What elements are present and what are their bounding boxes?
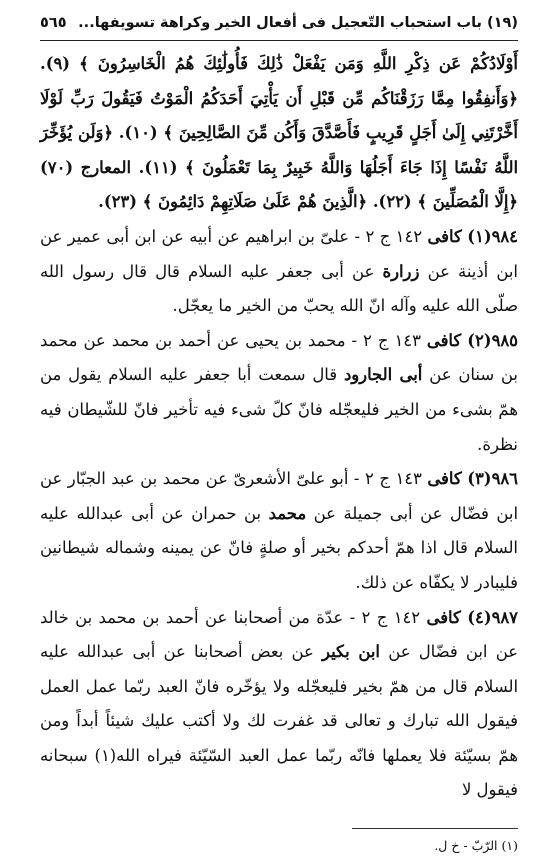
source-book: كافى xyxy=(427,469,462,489)
hadith-narrator: ابن بكير xyxy=(322,642,380,662)
source-book: كافى xyxy=(426,607,461,627)
hadith-entry xyxy=(40,220,518,324)
hadith-narrator: أبى الجارود xyxy=(343,365,423,385)
source-book: كافى xyxy=(426,330,462,350)
footnote: (١) الرّبّ - خ ل. xyxy=(434,838,518,854)
hadith-entry xyxy=(40,462,518,600)
verse-line: أَخَّرْتَنِي إِلَىٰ أَجَلٍ قَرِيبٍ فَأَصَّدَّقَ وَأَكُن مِّنَ الصَّالِحِينَ ﴾ (١٠). ﴿وَلَن xyxy=(78,123,518,143)
hadith-reference: ١٤٢ ج ٢ - عدّة من أصحابنا عن أحمد بن محمد بن خالد عن ابن فضّال عن xyxy=(40,607,518,662)
hadith-number: ٩٨٦(٣) xyxy=(467,469,518,489)
hadith-text: قال سمعت أبا جعفر عليه السلام يقول من همّ بشىء من الخير فليعجّله فانّ كلّ شىء فيه تأخير فانّ للشّيطان فيه نظرة. xyxy=(40,365,518,454)
hadith-text: عن بعض أصحابنا عن أبى عبدالله عليه السلام قال من همّ بخير فليعجّله ولا يؤخّره فانّ العبد ربّما عمل العمل فيقول الله تبارك و تعالى قد غفرت لك ولا أكتب عليك شيئاً أبداً ومن همّ بسيّئة فلا يعملها فانّه ربّما عمل العبد السّيّئة فيراه الله(١) سبحانه فيقول لا xyxy=(40,642,518,800)
hadith-number: ٩٨٤(١) xyxy=(467,226,518,246)
hadith-number: ٩٨٧(٤) xyxy=(467,607,518,627)
hadith-text: بن حمران عن أبى عبدالله عليه السلام قال اذا همّ أحدكم بخير أو صلةٍ فانّ عن يمينه وشماله شيطانين فليبادر لا يكفّاه عن ذلك. xyxy=(40,503,518,592)
hadith-reference: ١٤٢ ج ٢ - علىّ بن ابراهيم عن أبيه عن ابن أبى عمير عن ابن أذينة عن xyxy=(40,226,518,281)
page-header xyxy=(40,10,518,36)
book-page xyxy=(40,10,519,854)
hadith-narrator: محمد xyxy=(268,503,307,523)
hadith-entry xyxy=(40,324,518,462)
page-number: ٥٦٥ xyxy=(40,15,67,31)
verse-line: المعارج (٧٠) ﴿إِلَّا الْمُصَلِّينَ ﴾ (٢٢). ﴿الَّذِينَ هُمْ عَلَىٰ صَلَاتِهِمْ xyxy=(40,157,518,212)
source-book: كافى xyxy=(427,226,462,246)
hadith-narrator: زرارة xyxy=(382,261,420,281)
hadith-reference: ١٤٣ ج ٢ - محمد بن يحيى عن أحمد بن محمد عن محمد بن سنان عن xyxy=(40,330,518,385)
footnote-divider xyxy=(352,828,518,829)
verse-line: أَوْلَادُكُمْ عَن ذِكْرِ اللَّهِ وَمَن يَفْعَلْ ذَٰلِكَ فَأُولَٰئِكَ هُمُ الْخَاسِرُونَ ﴾ (٩). xyxy=(40,54,518,73)
hadith-reference: ١٤٣ ج ٢ - أبو علىّ الأشعرىّ عن محمد بن عبد الجبّار عن ابن فضّال عن أبى جميلة عن xyxy=(40,469,519,523)
page-body xyxy=(40,47,518,808)
verse-line: دَائِمُونَ ﴾ (٢٣). xyxy=(98,192,205,212)
hadith-text: عن أبى جعفر عليه السلام قال قال رسول الله صلّى الله عليه وآله انّ الله يحبّ من الخير ما يعجّل. xyxy=(40,261,518,316)
verse-line: يُؤَخِّرَ اللَّهُ نَفْسًا إِذَا جَاءَ أَجَلُهَا وَاللَّهُ خَبِيرٌ بِمَا تَعْمَلُونَ ﴾ (١١). xyxy=(40,123,518,177)
header-divider xyxy=(40,40,518,41)
quran-verses xyxy=(40,47,518,220)
hadith-entry xyxy=(40,601,518,809)
chapter-title: (١٩) باب استحباب التّعجيل فى أفعال الخير وكراهة تسويفها... xyxy=(78,15,518,31)
verse-line: ﴿وَأَنفِقُوا مِمَّا رَزَقْنَاكُم مِّن قَبْلِ أَن يَأْتِيَ أَحَدَكُمُ الْمَوْتُ فَيَقُولَ رَبِّ لَوْلَا xyxy=(40,88,518,108)
hadith-number: ٩٨٥(٢) xyxy=(467,330,518,350)
